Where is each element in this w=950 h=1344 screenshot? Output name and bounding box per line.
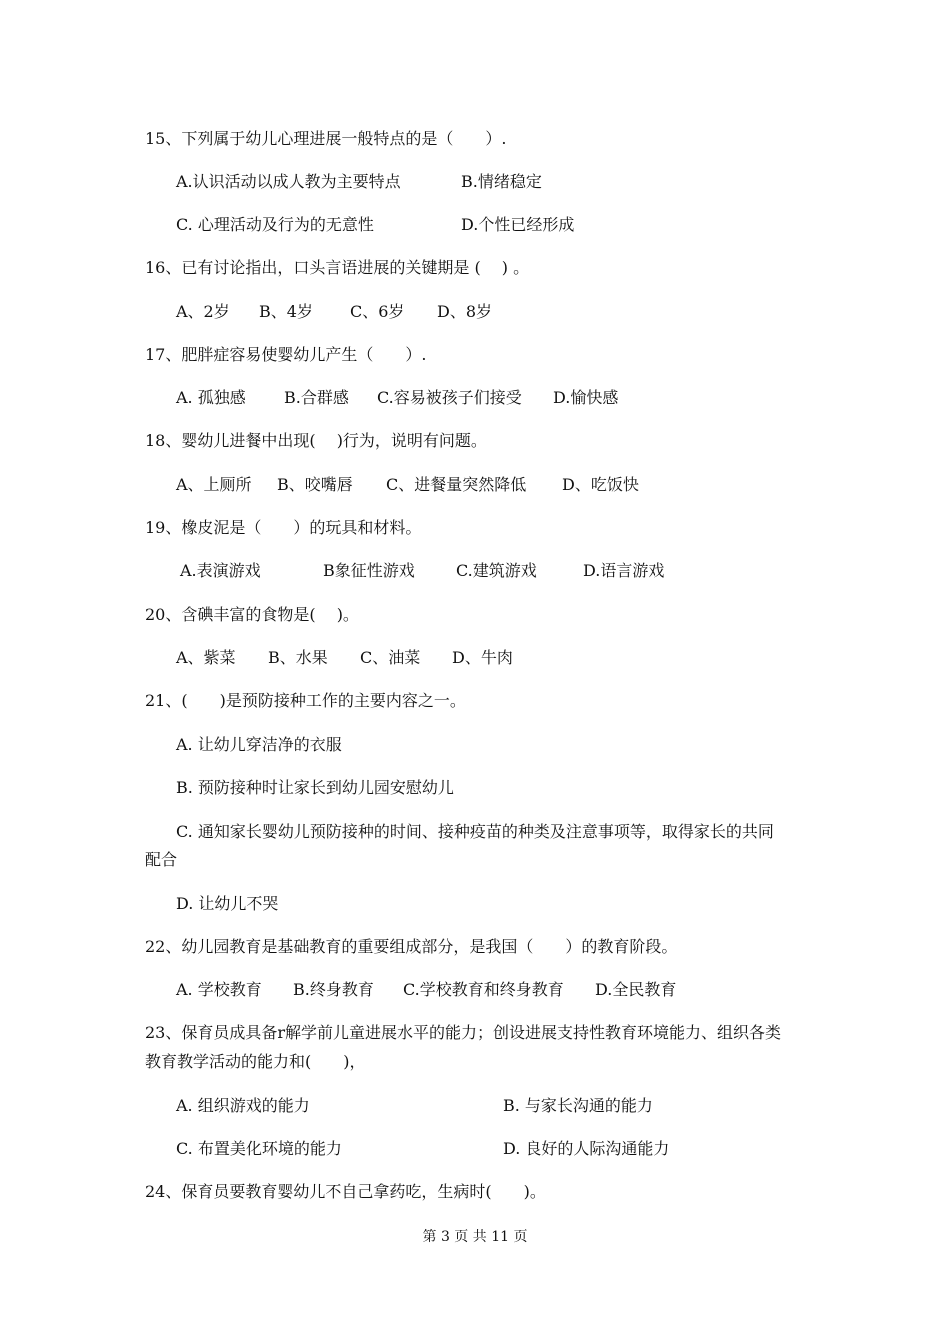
question-16-option-a: A、2岁 [176,302,230,321]
question-15-option-d: D.个性已经形成 [461,215,575,234]
question-19-stem: 19、橡皮泥是（ ）的玩具和材料。 [145,518,422,537]
question-23-stem-line2: 教育教学活动的能力和( )， [145,1052,366,1071]
question-15-option-c: C. 心理活动及行为的无意性 [176,215,374,234]
question-15-option-a: A.认识活动以成人教为主要特点 [176,172,401,191]
question-22-option-a: A. 学校教育 [176,980,262,999]
question-20-option-c: C、油菜 [360,648,421,667]
question-24-stem: 24、保育员要教育婴幼儿不自己拿药吃，生病时( )。 [145,1182,546,1201]
question-20-option-b: B、水果 [268,648,328,667]
question-16-option-b: B、4岁 [259,302,313,321]
question-23-option-a: A. 组织游戏的能力 [176,1096,310,1115]
question-21-option-b: B. 预防接种时让家长到幼儿园安慰幼儿 [176,778,454,797]
question-21-option-d: D. 让幼儿不哭 [176,894,279,913]
question-15-stem: 15、下列属于幼儿心理进展一般特点的是（ ）. [145,129,507,148]
question-16-option-d: D、8岁 [437,302,493,321]
question-17-option-d: D.愉快感 [553,388,619,407]
question-23-option-c: C. 布置美化环境的能力 [176,1139,342,1158]
question-16-stem: 16、已有讨论指出，口头言语进展的关键期是 ( ) 。 [145,258,530,277]
question-19-option-a: A.表演游戏 [180,561,261,580]
question-22-stem: 22、幼儿园教育是基础教育的重要组成部分，是我国（ ）的教育阶段。 [145,937,678,956]
question-20-option-d: D、牛肉 [452,648,513,667]
question-21-stem: 21、( )是预防接种工作的主要内容之一。 [145,691,466,710]
question-17-option-b: B.合群感 [284,388,349,407]
question-19-option-b: B象征性游戏 [323,561,415,580]
question-21-option-a: A. 让幼儿穿洁净的衣服 [176,735,342,754]
question-21-option-c-line1: C. 通知家长婴幼儿预防接种的时间、接种疫苗的种类及注意事项等，取得家长的共同 [176,822,774,841]
question-18-option-a: A、上厕所 [176,475,252,494]
question-22-option-c: C.学校教育和终身教育 [403,980,564,999]
question-20-option-a: A、紫菜 [176,648,236,667]
question-19-option-d: D.语言游戏 [583,561,665,580]
question-21-option-c-line2: 配合 [145,850,178,869]
question-17-option-c: C.容易被孩子们接受 [377,388,522,407]
question-18-option-c: C、进餐量突然降低 [386,475,527,494]
question-22-option-d: D.全民教育 [595,980,677,999]
question-17-stem: 17、肥胖症容易使婴幼儿产生（ ）. [145,345,427,364]
question-18-option-d: D、吃饭快 [562,475,639,494]
question-20-stem: 20、含碘丰富的食物是( )。 [145,605,359,624]
question-19-option-c: C.建筑游戏 [456,561,537,580]
question-16-option-c: C、6岁 [350,302,405,321]
page-number-footer: 第 3 页 共 11 页 [422,1229,528,1245]
question-17-option-a: A. 孤独感 [176,388,246,407]
question-15-option-b: B.情绪稳定 [461,172,542,191]
question-18-option-b: B、咬嘴唇 [277,475,353,494]
question-23-option-b: B. 与家长沟通的能力 [503,1096,653,1115]
question-23-stem-line1: 23、保育员成具备r解学前儿童进展水平的能力；创设进展支持性教育环境能力、组织各类 [145,1023,782,1042]
question-22-option-b: B.终身教育 [293,980,374,999]
question-18-stem: 18、婴幼儿进餐中出现( )行为，说明有问题。 [145,431,487,450]
question-23-option-d: D. 良好的人际沟通能力 [503,1139,670,1158]
